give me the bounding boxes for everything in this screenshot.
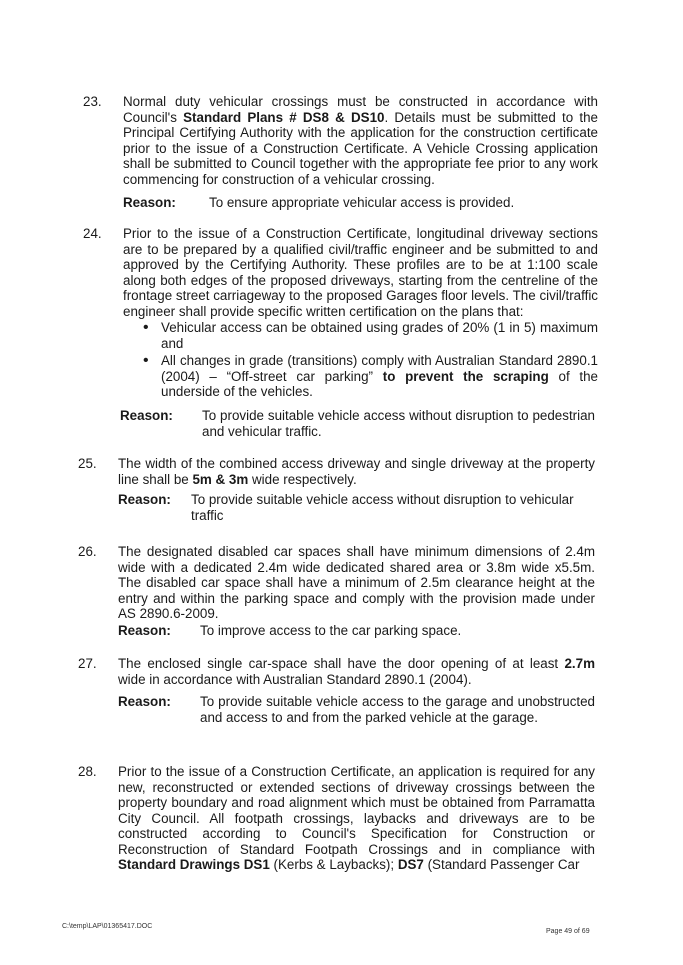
reason-label: Reason:	[118, 694, 171, 709]
reason-26	[118, 623, 595, 639]
condition-text: The enclosed single car-space shall have the door opening of at least 2.7m wide in accordance with Australian Standard 2890.1 (2004).	[118, 656, 595, 687]
condition-number: 28.	[78, 764, 97, 779]
condition-number: 24.	[83, 226, 102, 241]
reason-label: Reason:	[120, 408, 173, 423]
condition-28	[78, 764, 595, 876]
condition-27	[78, 656, 595, 688]
condition-26	[78, 544, 595, 622]
footer-page-number: Page 49 of 69	[546, 928, 590, 935]
reason-label: Reason:	[118, 492, 171, 507]
certification-list	[137, 320, 598, 402]
condition-number: 23.	[83, 94, 102, 109]
reason-23	[123, 195, 598, 211]
condition-25	[78, 456, 595, 488]
reason-text: To improve access to the car parking space.	[200, 623, 462, 638]
condition-number: 27.	[78, 656, 97, 671]
condition-24	[83, 226, 598, 401]
condition-text: The width of the combined access driveway and single driveway at the property line shall be 5m & 3m wide respectively.	[118, 456, 595, 487]
reason-24	[120, 408, 595, 440]
reason-label: Reason:	[118, 623, 171, 638]
condition-text: Prior to the issue of a Construction Certificate, longitudinal driveway sections are to be prepared by a qualified civil/traffic engineer and be submitted to and approved by the Certifying Authority. These profiles are to be at 1:100 scale along both edges of the proposed driveways, starting from the centreline of the frontage street carriageway to the proposed Garages floor levels. The civil/traffic engineer shall provide specific written certification on the plans that:	[123, 226, 598, 319]
condition-text: Normal duty vehicular crossings must be constructed in accordance with Council's Standard Plans # DS8 & DS10. Details must be submitted to the Principal Certifying Authority with the application for the construction certificate prior to the issue of a Construction Certificate. A Vehicle Crossing application shall be submitted to Council together with the appropriate fee prior to any work commencing for construction of a vehicular crossing.	[123, 94, 598, 187]
reason-text: To provide suitable vehicle access without disruption to pedestrian and vehicular traffic.	[202, 408, 595, 439]
reason-27	[118, 694, 595, 742]
condition-number: 25.	[78, 456, 97, 471]
reason-text: To provide suitable vehicle access without disruption to vehicular traffic	[191, 492, 574, 523]
reason-text: To provide suitable vehicle access to the garage and unobstructed and access to and from the parked vehicle at the garage.	[200, 694, 595, 725]
condition-text: Prior to the issue of a Construction Certificate, an application is required for any new, reconstructed or extended sections of driveway crossings between the property boundary and road alignment which must be obtained from Parramatta City Council. All footpath crossings, laybacks and driveways are to be constructed according to Council's Specification for Construction or Reconstruction of Standard Footpath Crossings and in compliance with Standard Drawings DS1 (Kerbs & Laybacks); DS7 (Standard Passenger Car	[118, 764, 595, 872]
reason-25	[118, 492, 595, 524]
reason-label: Reason:	[123, 195, 176, 210]
condition-23	[83, 94, 598, 188]
list-item: • All changes in grade (transitions) comply with Australian Standard 2890.1 (2004) – “Off-street car parking” to prevent the scraping of the underside of the vehicles.	[137, 353, 598, 400]
footer-file-path: C:\temp\LAP\01365417.DOC	[62, 923, 153, 930]
condition-text: The designated disabled car spaces shall have minimum dimensions of 2.4m wide with a dedicated 2.4m wide dedicated shared area or 3.8m wide x5.5m. The disabled car space shall have a minimum of 2.5m clearance height at the entry and within the parking space and comply with the provision made under AS 2890.6-2009.	[118, 544, 595, 621]
reason-text: To ensure appropriate vehicular access is provided.	[209, 195, 515, 210]
list-item: • Vehicular access can be obtained using grades of 20% (1 in 5) maximum and	[137, 320, 598, 351]
condition-number: 26.	[78, 544, 97, 559]
